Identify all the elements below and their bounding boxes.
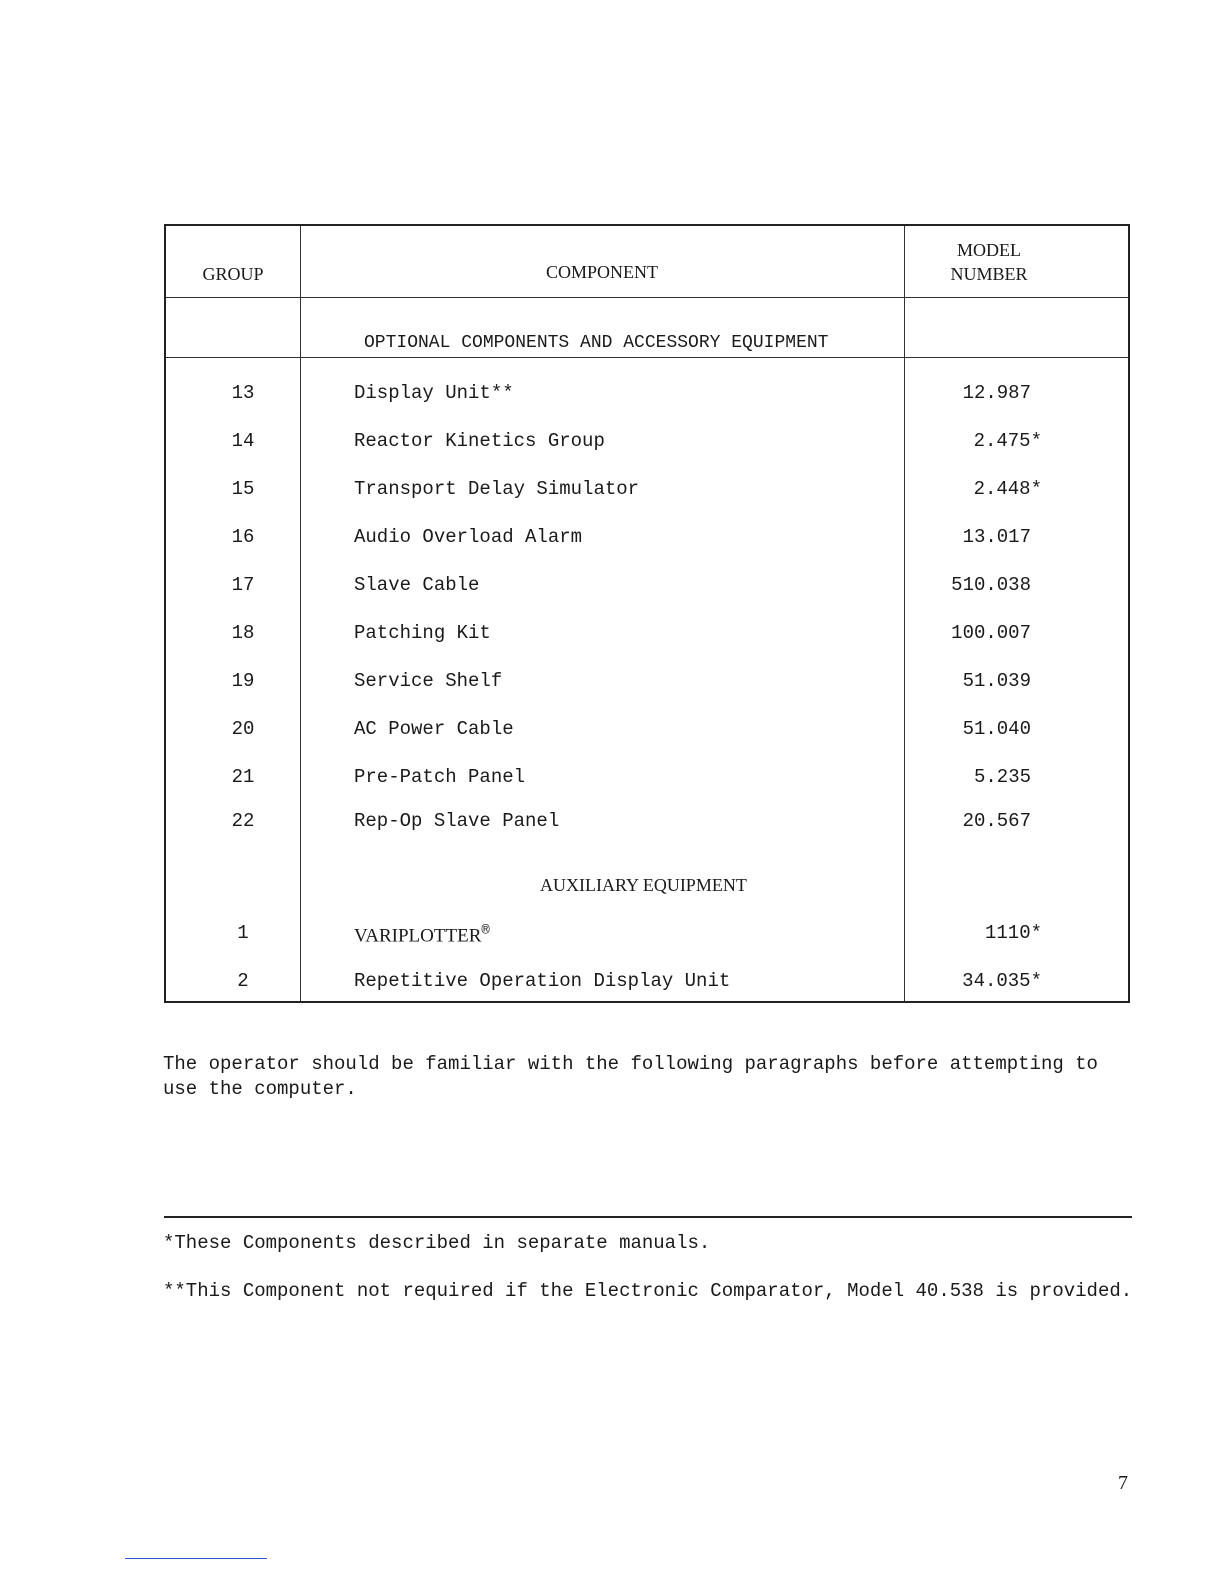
row-group-number: 2 [237, 970, 249, 992]
header-model-line1: MODEL [957, 240, 1021, 260]
row-component-name [354, 576, 479, 595]
page-number: 7 [1118, 1472, 1128, 1494]
component-text: Rep-Op Slave Panel [354, 810, 560, 832]
row-model-number: 13.017 [962, 526, 1031, 548]
row-model-number: 51.039 [962, 670, 1031, 692]
row-model-number: 100.007 [951, 622, 1031, 644]
row-model-number: 12.987 [962, 382, 1031, 404]
row-group-number: 20 [231, 718, 255, 740]
component-text: Slave Cable [354, 574, 480, 596]
row-component-name [354, 972, 730, 991]
row-component-name [354, 384, 514, 403]
registered-mark: ® [481, 923, 490, 939]
bottom-edge-rule [125, 1558, 267, 1559]
row-component-name [354, 432, 605, 451]
row-model-number: 5.235 [973, 766, 1031, 788]
row-component-name [354, 812, 559, 831]
component-text: Patching Kit [354, 622, 491, 644]
row-component-name [354, 924, 490, 946]
header-group: GROUP [202, 264, 264, 284]
row-model-number: 1110* [984, 922, 1042, 944]
row-group-number: 19 [231, 670, 255, 692]
column-divider-model [904, 226, 905, 1001]
row-group-number: 13 [231, 382, 255, 404]
body-paragraph: The operator should be familiar with the following paragraphs before attempting to use the computer. [163, 1053, 1098, 1100]
row-group-number: 15 [231, 478, 255, 500]
row-model-number: 2.448* [973, 478, 1042, 500]
row-component-name [354, 720, 514, 739]
row-group-number: 17 [231, 574, 255, 596]
section-rule [166, 357, 1128, 358]
component-text: Audio Overload Alarm [354, 526, 583, 548]
row-model-number: 34.035* [962, 970, 1042, 992]
row-component-name [354, 624, 491, 643]
footnote-2: **This Component not required if the Electronic Comparator, Model 40.538 is provided. [163, 1280, 1133, 1302]
row-group-number: 18 [231, 622, 255, 644]
section-title-optional: OPTIONAL COMPONENTS AND ACCESSORY EQUIPMENT [364, 333, 829, 353]
row-group-number: 16 [231, 526, 255, 548]
row-group-number: 14 [231, 430, 255, 452]
component-text: AC Power Cable [354, 718, 514, 740]
row-model-number: 20.567 [962, 810, 1031, 832]
footnote-rule [164, 1216, 1132, 1218]
component-text: Reactor Kinetics Group [354, 430, 605, 452]
row-component-name [354, 528, 582, 547]
component-table [164, 224, 1130, 1003]
component-text: Pre-Patch Panel [354, 766, 526, 788]
row-component-name [354, 768, 525, 787]
component-text: VARIPLOTTER [354, 925, 482, 947]
row-group-number: 1 [237, 922, 249, 944]
component-text: Display Unit** [354, 382, 514, 404]
row-model-number: 510.038 [951, 574, 1031, 596]
row-component-name [354, 672, 502, 691]
row-model-number: 2.475* [973, 430, 1042, 452]
header-model-line2: NUMBER [950, 264, 1028, 284]
component-text: Repetitive Operation Display Unit [354, 970, 731, 992]
component-text: Service Shelf [354, 670, 503, 692]
component-text: Transport Delay Simulator [354, 478, 640, 500]
column-divider-group [300, 226, 301, 1001]
row-model-number: 51.040 [962, 718, 1031, 740]
row-group-number: 21 [231, 766, 255, 788]
footnote-1: *These Components described in separate manuals. [163, 1232, 711, 1254]
header-rule [166, 297, 1128, 298]
row-group-number: 22 [231, 810, 255, 832]
header-component: COMPONENT [545, 262, 658, 282]
row-component-name [354, 480, 639, 499]
section-title-auxiliary: AUXILIARY EQUIPMENT [540, 875, 747, 895]
